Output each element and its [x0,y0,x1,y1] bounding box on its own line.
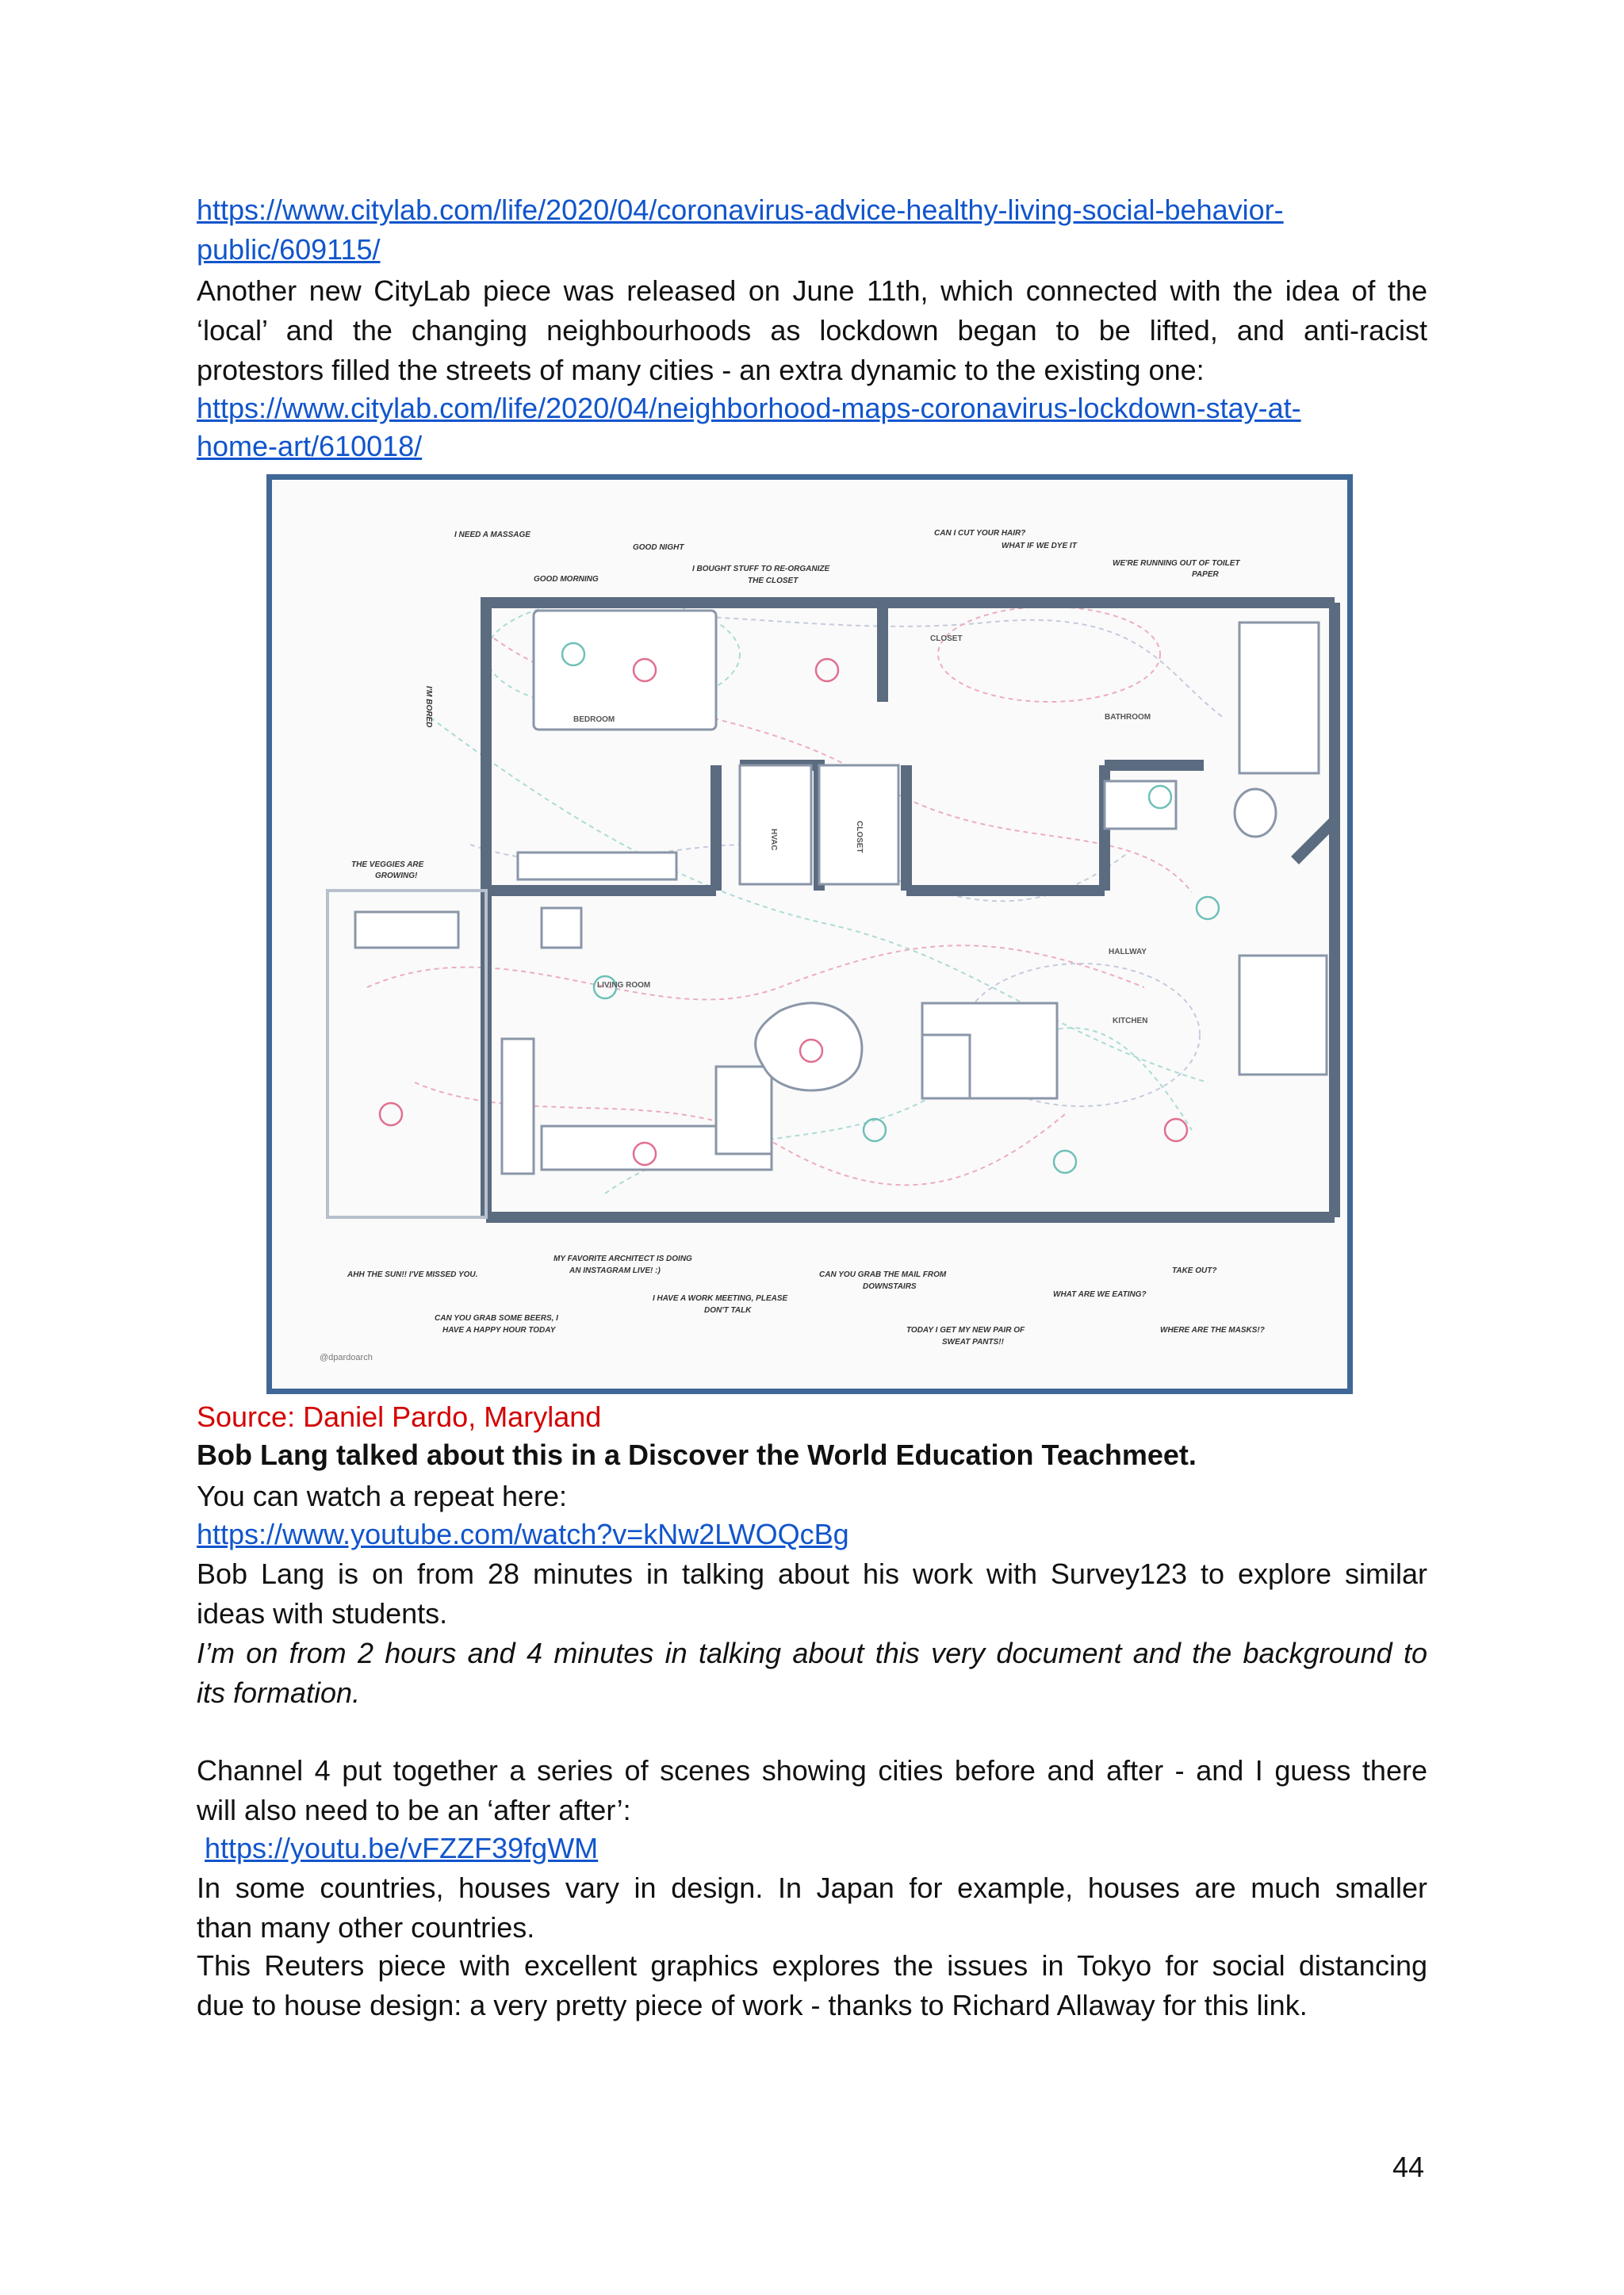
note: CAN YOU GRAB SOME BEERS, I [435,1314,558,1323]
note: GOOD MORNING [534,575,599,584]
paragraph-line: Another new CityLab piece was released on June 11th, which connected with the idea of the [197,274,1427,307]
citylab-link-2-line-1[interactable]: https://www.citylab.com/life/2020/04/neighborhood-maps-coronavirus-lockdown-stay-at- [197,392,1301,424]
note: WHERE ARE THE MASKS!? [1160,1326,1265,1335]
room-label-hvac: HVAC [769,829,778,851]
note: I NEED A MASSAGE [454,531,530,539]
note: WHAT ARE WE EATING? [1053,1290,1147,1299]
note: THE VEGGIES ARE [351,860,424,869]
room-label-bedroom: BEDROOM [573,715,615,724]
citylab-link-2-line-2[interactable]: home-art/610018/ [197,430,423,462]
room-label-kitchen: KITCHEN [1113,1017,1148,1025]
note: HAVE A HAPPY HOUR TODAY [442,1326,556,1335]
room-label-hallway: HALLWAY [1109,948,1147,956]
note: MY FAVORITE ARCHITECT IS DOING [553,1255,692,1263]
note: TAKE OUT? [1172,1266,1217,1275]
note: TODAY I GET MY NEW PAIR OF [906,1326,1025,1335]
figure-source: Source: Daniel Pardo, Maryland [197,1400,602,1433]
page-number: 44 [1392,2151,1425,2183]
paragraph-line: Bob Lang is on from 28 minutes in talking about his work with Survey123 to explore similar [197,1557,1427,1590]
room-label-closet-2: CLOSET [855,821,864,853]
paragraph-line: In some countries, houses vary in design. In Japan for example, houses are much smaller [197,1872,1427,1904]
room-label-living-room: LIVING ROOM [597,981,651,990]
note: CAN YOU GRAB THE MAIL FROM [819,1270,947,1279]
paragraph-line: ‘local’ and the changing neighbourhoods as lockdown began to be lifted, and anti-racist [197,314,1427,347]
italic-line: I’m on from 2 hours and 4 minutes in talking about this very document and the background to [197,1637,1427,1669]
note: CAN I CUT YOUR HAIR? [934,529,1026,538]
youtu-be-link[interactable]: https://youtu.be/vFZZF39fgWM [205,1832,599,1864]
paragraph-line: due to house design: a very pretty piece of work - thanks to Richard Allaway for this link. [197,1989,1308,2021]
paragraph-line: than many other countries. [197,1911,535,1944]
paragraph-line: will also need to be an ‘after after’: [197,1794,631,1826]
floor-plan-figure [266,474,1353,1394]
floor-plan-drawing [272,480,1347,1389]
youtube-link[interactable]: https://www.youtube.com/watch?v=kNw2LWOQcBg [197,1518,849,1550]
note: DOWNSTAIRS [863,1282,917,1291]
figure-credit: @dpardoarch [320,1353,373,1362]
note: DON'T TALK [704,1306,752,1315]
paragraph-line: You can watch a repeat here: [197,1480,567,1512]
bold-heading: Bob Lang talked about this in a Discover the World Education Teachmeet. [197,1439,1197,1471]
note: THE CLOSET [748,577,799,585]
note: GROWING! [375,872,418,880]
paragraph-line: This Reuters piece with excellent graphics explores the issues in Tokyo for social distancing [197,1949,1427,1982]
citylab-link-1-line-1[interactable]: https://www.citylab.com/life/2020/04/coronavirus-advice-healthy-living-social-behavior- [197,193,1284,226]
room-label-closet: CLOSET [930,634,963,643]
note: GOOD NIGHT [633,543,684,552]
note: I HAVE A WORK MEETING, PLEASE [653,1294,788,1303]
note: SWEAT PANTS!! [942,1338,1004,1347]
note: PAPER [1192,570,1219,579]
citylab-link-1-line-2[interactable]: public/609115/ [197,233,381,266]
note: WHAT IF WE DYE IT [1002,542,1077,550]
italic-line: its formation. [197,1676,361,1709]
paragraph-line: protestors filled the streets of many cities - an extra dynamic to the existing one: [197,354,1205,386]
note: I'M BORED [424,686,433,728]
note: AN INSTAGRAM LIVE! :) [569,1266,661,1275]
room-label-bathroom: BATHROOM [1105,713,1151,722]
paragraph-line: ideas with students. [197,1597,448,1630]
note: WE'RE RUNNING OUT OF TOILET [1113,559,1240,568]
note: I BOUGHT STUFF TO RE-ORGANIZE [692,565,830,573]
paragraph-line: Channel 4 put together a series of scenes showing cities before and after - and I guess there [197,1754,1427,1787]
note: AHH THE SUN!! I'VE MISSED YOU. [347,1270,478,1279]
